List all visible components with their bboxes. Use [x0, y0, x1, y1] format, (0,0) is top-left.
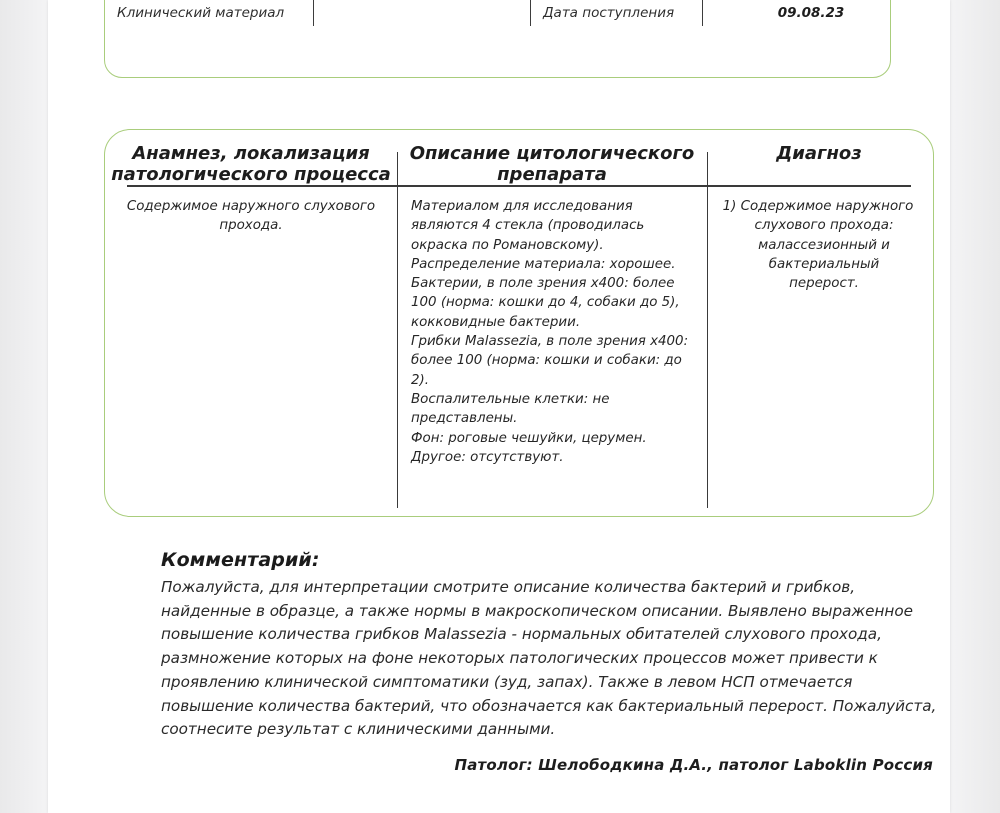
column-diagnosis — [707, 130, 931, 516]
document-page — [48, 0, 950, 813]
column-description — [397, 130, 707, 516]
table-row — [105, 0, 891, 26]
comment-block — [161, 549, 951, 742]
description-line: Другое: отсутствуют. — [411, 449, 564, 465]
info-label-arrivaldate: Дата поступления — [531, 0, 703, 26]
report-columns — [105, 130, 933, 516]
patient-info-card — [104, 0, 891, 78]
page-gutter-right — [950, 0, 1000, 813]
description-line: Воспалительные клетки: не представлены. — [411, 391, 610, 427]
patient-info-table — [105, 0, 891, 26]
page-gutter-left — [0, 0, 48, 813]
info-value-material — [314, 0, 531, 26]
info-label-material: Клинический материал — [105, 0, 314, 26]
description-line: Материалом для исследования являются 4 стекла (проводилась окраска по Романовскому). — [411, 199, 645, 253]
info-value-arrivaldate: 09.08.23 — [777, 5, 845, 21]
description-line: Распределение материала: хорошее. — [411, 256, 676, 272]
column-anamnesis — [105, 130, 397, 516]
column-body-diagnosis — [707, 186, 931, 293]
comment-text: Пожалуйста, для интерпретации смотрите описание количества бактерий и грибков, найденные в образце, а также нормы в макроскопическом описании. Выявлено выраженное повышение количества грибков Malassezia - нормальных обитателей слухового прохода, размножение которых на фоне некоторых патологических процессов может привести к проявлению клинической симптоматики (зуд, запах). Также в левом НСП отмечается повышение количества бактерий, что обозначается как бактериальный перерост. Пожалуйста, соотнесите результат с клиническими данными. — [161, 578, 937, 739]
anamnesis-text: Содержимое наружного слухового прохода. — [126, 199, 376, 234]
pathologist-signature: Патолог: Шелободкина Д.А., патолог Laboklin Россия — [454, 756, 933, 774]
description-line: Фон: роговые чешуйки, церумен. — [411, 430, 647, 446]
column-body-anamnesis — [105, 186, 397, 236]
column-header-anamnesis: Анамнез, локализация патологического процесса — [111, 143, 391, 186]
description-line: Грибки Malassezia, в поле зрения х400: более 100 (норма: кошки и собаки: до 2). — [411, 334, 689, 388]
diagnosis-text: 1) Содержимое наружного слухового прохода: малассезионный и бактериальный перерост. — [722, 199, 914, 292]
column-header-diagnosis: Диагноз — [776, 143, 862, 164]
comment-title: Комментарий: — [161, 549, 320, 571]
cytology-report-card — [104, 129, 934, 517]
column-header-description: Описание цитологического препарата — [409, 143, 695, 186]
column-body-description — [397, 186, 707, 467]
description-line: Бактерии, в поле зрения х400: более 100 (норма: кошки до 4, собаки до 5), кокковидные бактерии. — [411, 276, 680, 330]
